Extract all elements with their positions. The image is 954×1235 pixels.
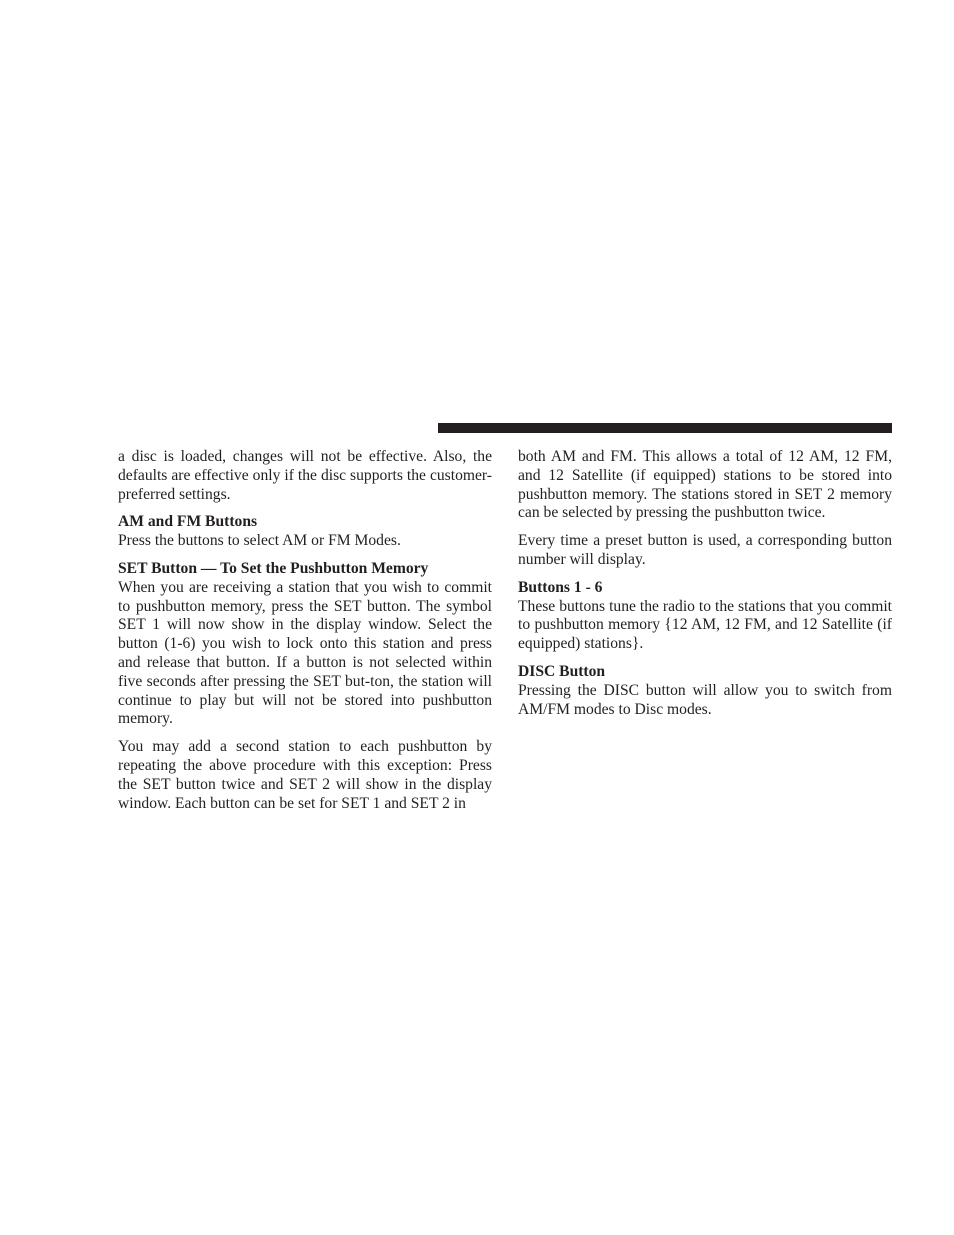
disc-heading: DISC Button <box>518 662 606 680</box>
set-body-2: You may add a second station to each pushbutton by repeating the above procedure with this exception: Press the SET button twice and SET 2 will show in the display window. Each button can be set for SET 1 and SET 2 in <box>118 738 492 812</box>
set-body: When you are receiving a station that you wish to commit to pushbutton memory, press the SET button. The symbol SET 1 will now show in the display window. Select the button (1-6) you wish to lock onto this station and press and release that button. If a button is not selected within five seconds after pressing the SET but-ton, the station will continue to play but will not be stored into pushbutton memory. <box>118 578 492 728</box>
set-heading: SET Button — To Set the Pushbutton Memory <box>118 559 429 577</box>
intro-paragraph: a disc is loaded, changes will not be effective. Also, the defaults are effective only if the disc supports the customer-preferred settings. <box>118 448 492 503</box>
am-fm-heading: AM and FM Buttons <box>118 513 258 531</box>
buttons-body: These buttons tune the radio to the stations that you commit to pushbutton memory {12 AM, 12 FM, and 12 Satellite (if equipped) stations}. <box>518 597 892 653</box>
left-column <box>118 448 492 822</box>
right-column <box>518 448 892 728</box>
disc-body: Pressing the DISC button will allow you to switch from AM/FM modes to Disc modes. <box>518 681 892 718</box>
buttons-heading: Buttons 1 - 6 <box>518 578 603 596</box>
am-fm-body: Press the buttons to select AM or FM Modes. <box>118 532 401 550</box>
continuation-paragraph: both AM and FM. This allows a total of 12 AM, 12 FM, and 12 Satellite (if equipped) stations to be stored into pushbutton memory. The stations stored in SET 2 memory can be selected by pressing the pushbutton twice. <box>518 448 892 522</box>
section-header-rule <box>438 423 892 433</box>
preset-note: Every time a preset button is used, a corresponding button number will display. <box>518 532 892 568</box>
